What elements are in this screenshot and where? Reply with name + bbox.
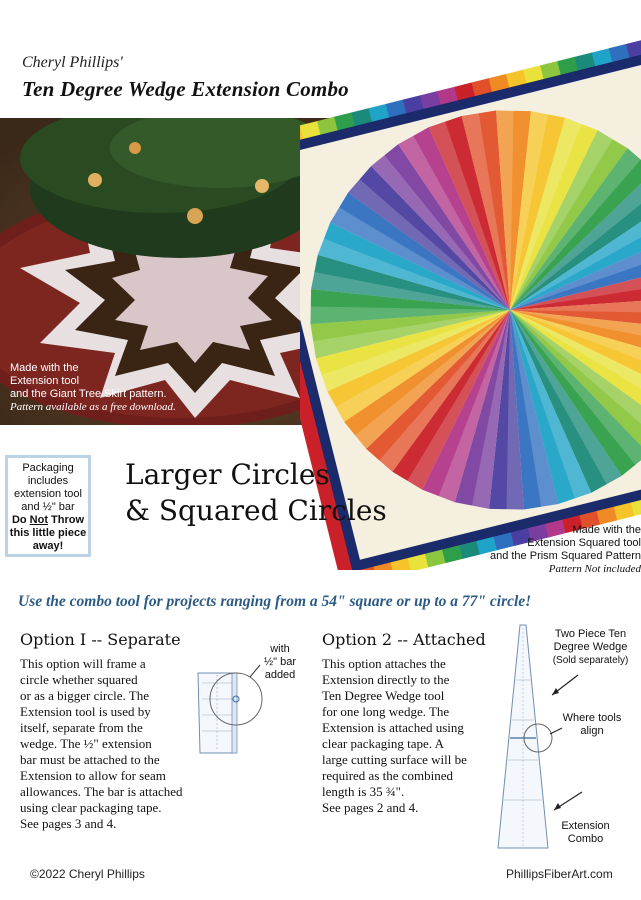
pack-line: and ½" bar: [21, 501, 75, 513]
caption-note: Pattern available as a free download.: [10, 401, 176, 413]
pack-line: includes: [27, 475, 69, 487]
pack-warning-line: away!: [32, 540, 64, 552]
option2-line: This option attaches the: [322, 656, 446, 671]
caption-line: Extension Squared tool: [527, 537, 641, 549]
wedge-label-line: Degree Wedge: [553, 641, 628, 653]
option2-body: [322, 656, 512, 816]
author-line: Cheryl Phillips': [22, 54, 123, 71]
packaging-note: [5, 455, 91, 557]
caption-line: and the Giant Tree Skirt pattern.: [10, 388, 167, 400]
option2-line: Extension directly to the: [322, 672, 450, 687]
caption-note: Pattern Not included: [548, 563, 641, 575]
option2-line: length is 35 ¾".: [322, 784, 405, 799]
option1-line: circle whether squared: [20, 672, 138, 687]
caption-line: Made with the: [572, 524, 641, 536]
option2-line: clear packaging tape. A: [322, 736, 444, 751]
option2-see-pages: See pages 2 and 4.: [322, 800, 419, 815]
option1-line: This option will frame a: [20, 656, 146, 671]
combo-range-line: Use the combo tool for projects ranging from a 54" square or up to a 77" circle!: [18, 593, 532, 610]
option2-line: Ten Degree Wedge tool: [322, 688, 445, 703]
extension-label-line: Extension: [561, 820, 610, 832]
option1-line: wedge. The ½" extension: [20, 736, 152, 751]
option1-line: itself, separate from the: [20, 720, 143, 735]
extension-label-line: Combo: [567, 833, 604, 845]
option1-see-pages: See pages 3 and 4.: [20, 816, 117, 831]
pack-line: extension tool: [14, 488, 82, 500]
option1-line: using clear packaging tape.: [20, 800, 162, 815]
extension-label: [548, 820, 623, 846]
wedge-label-line: (Sold separately): [552, 655, 629, 666]
option2-line: Extension is attached using: [322, 720, 464, 735]
option1-line: bar must be attached to the: [20, 752, 160, 767]
caption-line: Made with the: [10, 362, 79, 374]
caption-line: Extension tool: [10, 375, 80, 387]
option2-line: for one long wedge. The: [322, 704, 450, 719]
option2-line: required as the combined: [322, 768, 454, 783]
pack-warning-pre: Do: [11, 514, 30, 526]
bar-callout-line: ½" bar: [263, 656, 297, 668]
pack-warning-not: Not: [29, 514, 48, 526]
rainbow-quilt-photo: [300, 40, 641, 570]
tree-skirt-caption: [10, 362, 176, 414]
headline-line-1: Larger Circles: [125, 458, 330, 491]
caption-line: and the Prism Squared Pattern: [489, 550, 641, 562]
wedge-label-line: Two Piece Ten: [554, 628, 627, 640]
bar-callout-line: with: [270, 643, 290, 655]
pack-warning-post: Throw: [48, 514, 85, 526]
option1-line: allowances. The bar is attached: [20, 784, 183, 799]
option2-heading: Option 2 -- Attached: [322, 630, 486, 649]
option2-line: large cutting surface will be: [322, 752, 467, 767]
headline-line-2: & Squared Circles: [125, 494, 387, 527]
pack-warning-line: this little piece: [9, 527, 87, 539]
option1-line: Extension tool is used by: [20, 704, 151, 719]
option1-line: or as a bigger circle. The: [20, 688, 149, 703]
page-title: Ten Degree Wedge Extension Combo: [22, 77, 349, 101]
copyright: ©2022 Cheryl Phillips: [30, 867, 145, 881]
website-link[interactable]: PhillipsFiberArt.com: [506, 867, 613, 881]
option1-heading: Option I -- Separate: [20, 630, 181, 649]
wedge-label: [540, 628, 641, 667]
pack-line: Packaging: [22, 462, 74, 474]
align-label: [552, 712, 632, 738]
align-label-line: Where tools: [562, 712, 622, 724]
align-label-line: align: [580, 725, 604, 737]
bar-callout-line: added: [264, 669, 296, 681]
quilt-caption: [430, 524, 641, 576]
option1-line: Extension to allow for seam: [20, 768, 166, 783]
extension-tool-diagram: [190, 655, 280, 755]
